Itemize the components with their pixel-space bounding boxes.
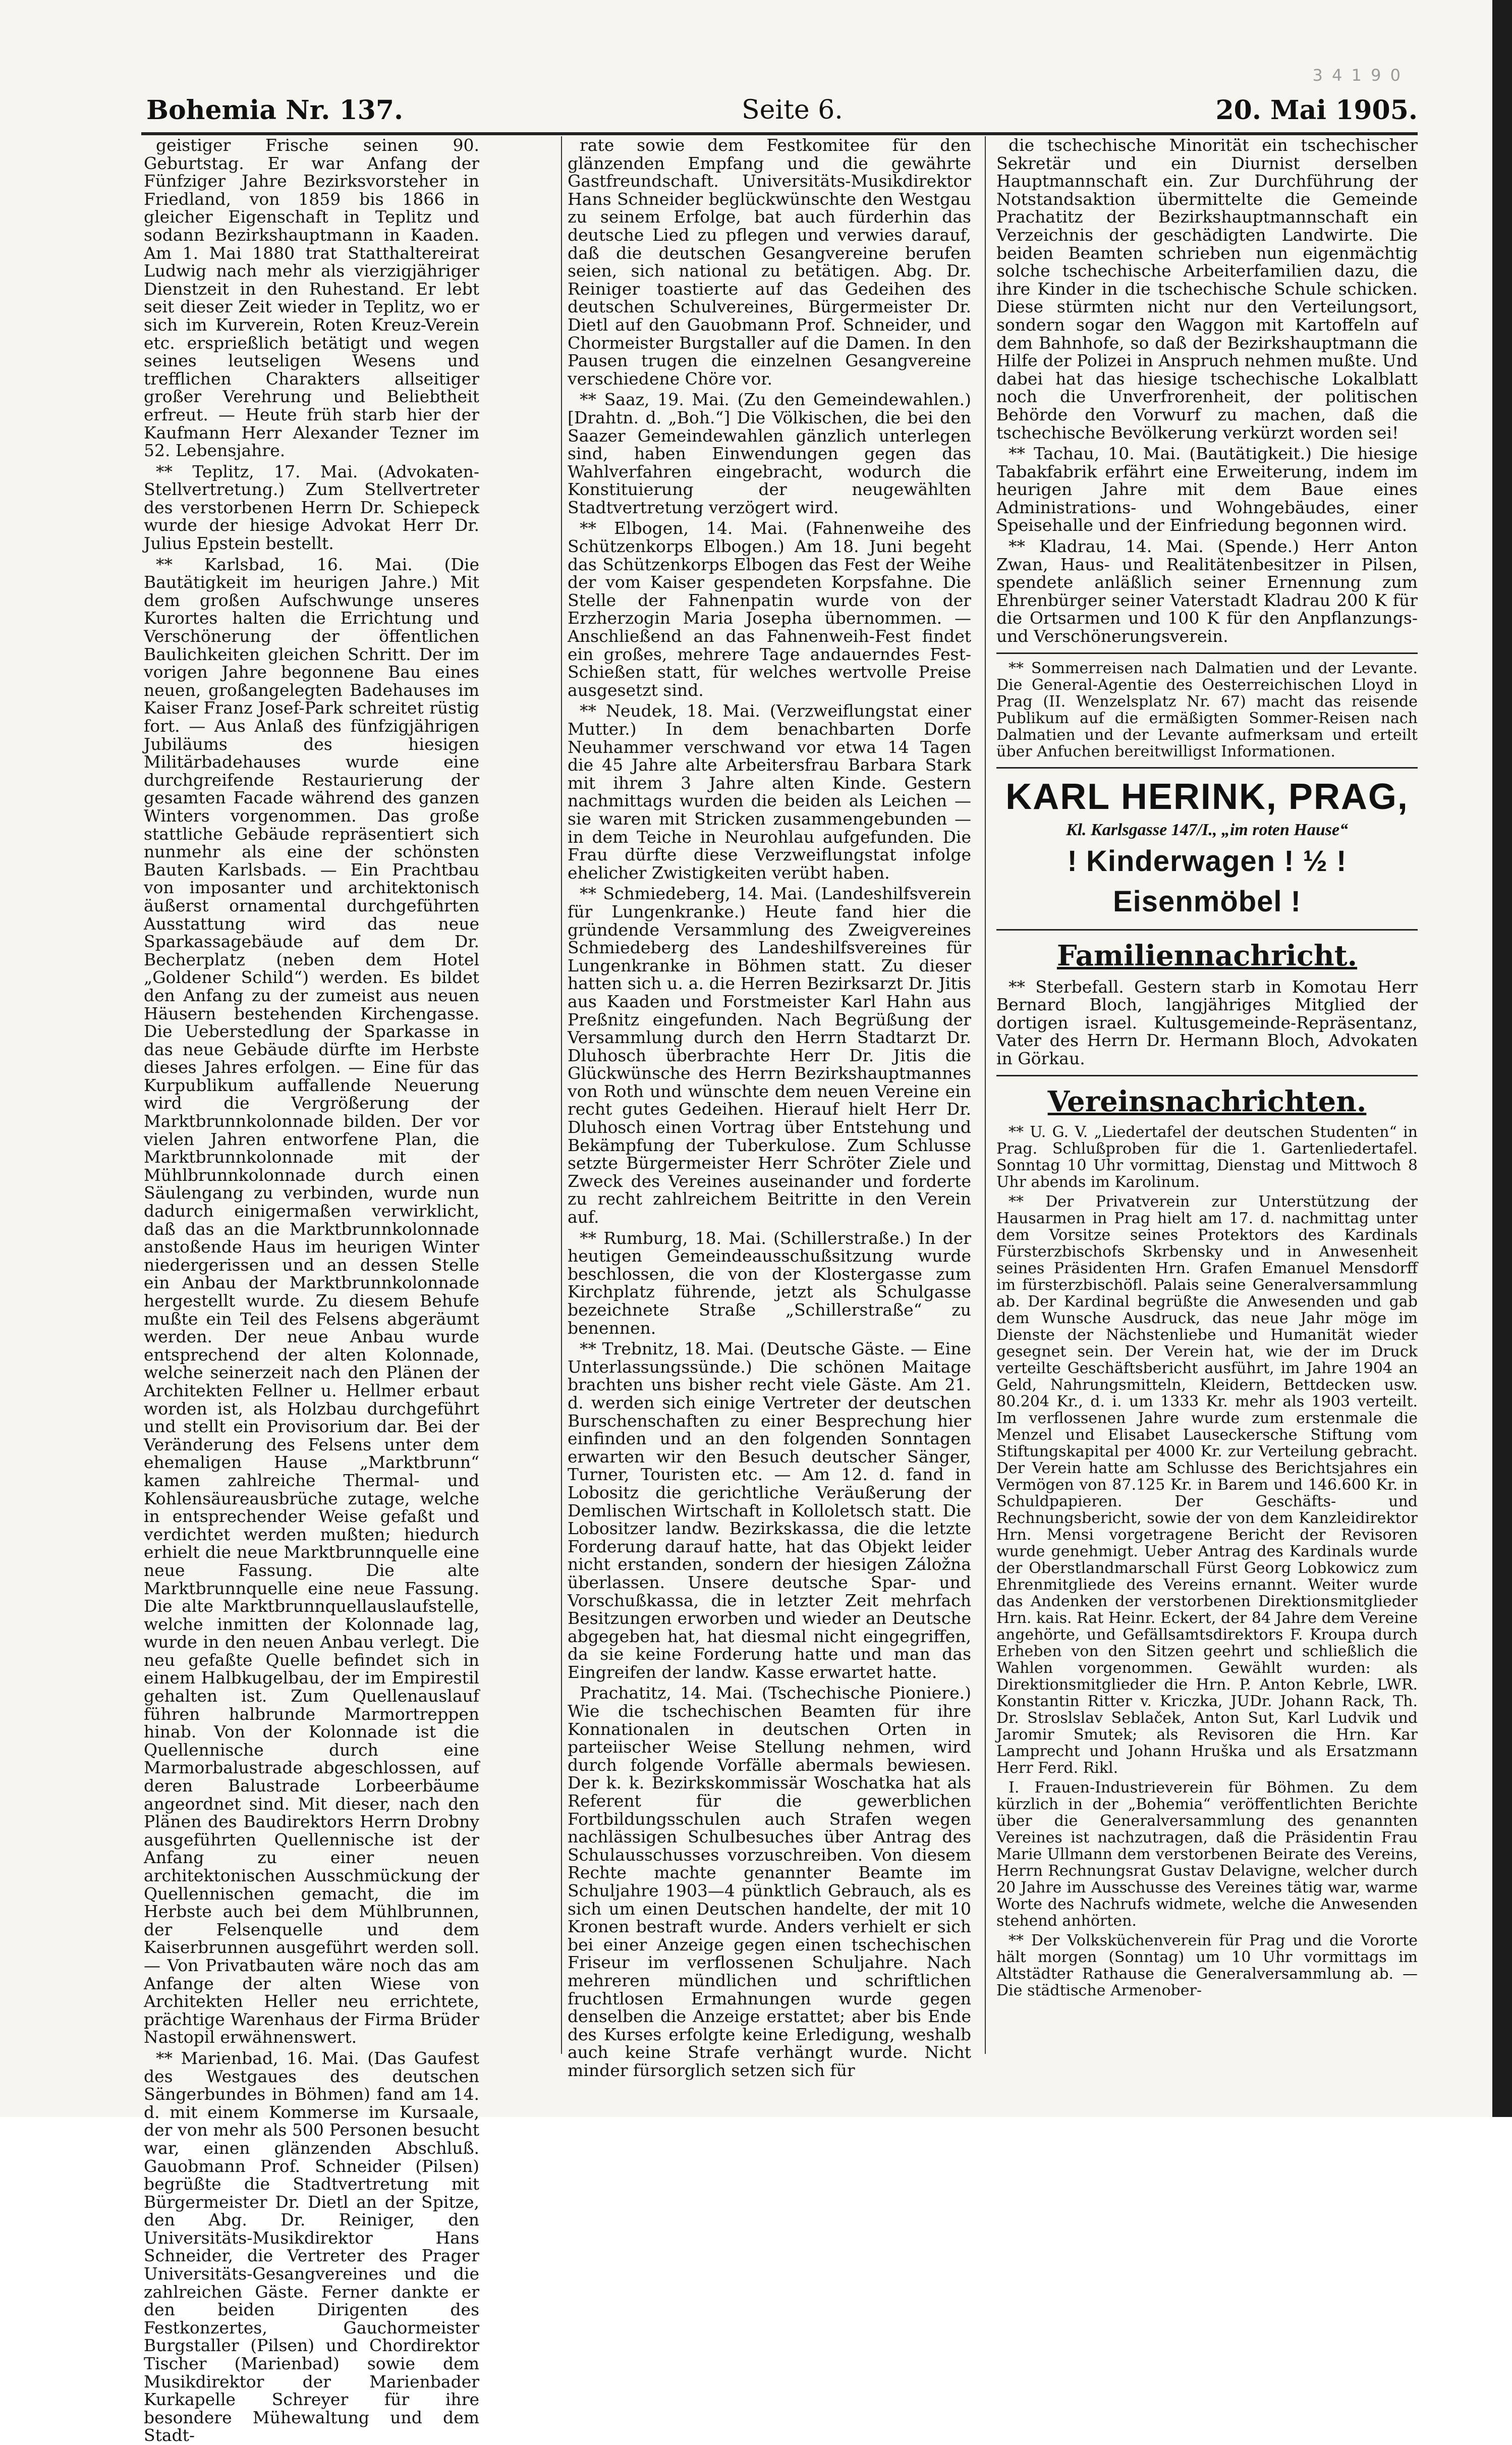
article-paragraph: ** Elbogen, 14. Mai. (Fahnenweihe des Schützenkorps Elbogen.) Am 18. Juni begeht das Schützenkorps Elbogen das Fest der Weihe der vom Kaiser gespendeten Korpsfahne. Die Stelle der Fahnenpatin wurde von der Erzherzogin Maria Josepha übernommen. — Anschließend an das Fahnenweih-Fest findet ein großes, mehrere Tage andauerndes Fest-Schießen statt, für welches wertvolle Preise ausgesetzt sind.: [568, 518, 971, 700]
section-heading-family: Familiennachricht.: [1056, 939, 1358, 972]
issue-date: 20. Mai 1905.: [1215, 95, 1418, 126]
advertised-goods: ! Kinderwagen ! ½ ! Eisenmöbel !: [1067, 844, 1347, 918]
article-paragraph: ** Der Volksküchenverein für Prag und die Vororte hält morgen (Sonntag) um 10 Uhr vormittags im Altstädter Rathause die Generalversammlung ab. — Die städtische Armenober-: [996, 1931, 1418, 1999]
article-paragraph: ** Sterbefall. Gestern starb in Komotau Herr Bernard Bloch, langjähriges Mitglied der dortigen israel. Kultusgemeinde-Repräsentanz, Vater des Herrn Dr. Hermann Bloch, Advokaten in Görkau.: [996, 976, 1418, 1068]
article-paragraph: ** Der Privatverein zur Unterstützung der Hausarmen in Prag hielt am 17. d. nachmittag unter dem Vorsitze seines Protektors des Kardinals Fürsterzbischofs Skrbensky und in Anwesenheit seines Präsidenten Hrn. Grafen Emanuel Mensdorff im fürsterzbischöfl. Palais seine Generalversammlung ab. Der Kardinal begrüßte die Anwesenden und gab dem Wunsche Ausdruck, das neue Jahr möge im Dienste der Nächstenliebe und Humanität wieder gesegnet sein. Der Verein hat, wie der im Druck verteilte Geschäftsbericht ausführt, im Jahre 1904 an Geld, Nahrungsmitteln, Kleidern, Bettdecken usw. 80.204 Kr., d. i. um 1333 Kr. mehr als 1903 verteilt. Im verflossenen Jahre wurde zum erstenmale die Menzel und Elisabet Lauseckersche Stiftung vom Stiftungskapital per 4000 Kr. zur Verteilung gebracht. Der Verein hatte am Schlusse des Berichtsjahres ein Vermögen von 87.125 Kr. in Barem und 146.600 Kr. in Schuldpapieren. Der Geschäfts- und Rechnungsbericht, sowie der von dem Kanzleidirektor Hrn. Mensi vorgetragene Bericht der Revisoren wurde genehmigt. Ueber Antrag des Kardinals wurde der Oberstlandmarschall Fürst Georg Lobkowicz zum Ehrenmitgliede des Vereins ernannt. Weiter wurde das Andenken der verstorbenen Direktionsmitglieder Hrn. kais. Rat Heinr. Eckert, der 84 Jahre dem Vereine angehörte, und Gefällsamtsdirektors F. Kroupa durch Erheben von den Sitzen geehrt und schließlich die Wahlen vorgenommen. Gewählt wurden: als Direktionsmitglieder die Hrn. P. Anton Kebrle, LWR. Konstantin Ritter v. Kriczka, JUDr. Johann Rack, Th. Dr. Stroslslav Seblaček, Anton Sut, Karl Ludvik und Jaromir Smutek; als Revisoren die Hrn. Kar Lamprecht und Johann Hruška und als Ersatzmann Herr Ferd. Rikl.: [996, 1192, 1418, 1777]
article-paragraph: die tschechische Minorität ein tschechischer Sekretär und ein Diurnist derselben Hauptmannschaft ein. Zur Durchführung der Notstandsaktion übermittelte die Gemeinde Prachatitz der Bezirkshauptmannschaft ein Verzeichnis der geschädigten Landwirte. Die beiden Beamten schrieben nun eigenmächtig solche tschechische Arbeiterfamilien dazu, die ihre Kinder in die tschechische Schule schicken. Diese stürmten nicht nur den Verteilungsort, sondern sogar den Waggon mit Kartoffeln auf dem Bahnhofe, so daß der Bezirkshauptmann die Hilfe der Polizei in Anspruch nehmen mußte. Und dabei hat das hiesige tschechische Lokalblatt noch die Unverfrorenheit, der politischen Behörde den Vorwurf zu machen, daß die tschechische Bevölkerung verkürzt worden sei!: [996, 135, 1418, 443]
page-number: Seite 6.: [742, 95, 843, 125]
lloyd-notice: ** Sommerreisen nach Dalmatien und der Levante. Die General-Agentie des Oesterreichischen Lloyd in Prag (II. Wenzelsplatz Nr. 67) macht das reisende Publikum auf die ermäßigten Sommer-Reisen nach Dalmatien und der Levante aufmerksam und erteilt über Anfuchen bereitwilligst Informationen.: [996, 659, 1418, 760]
advertisement: [996, 775, 1418, 922]
archive-stamp: 3 4 1 9 0: [1312, 66, 1403, 85]
masthead-issue: Bohemia Nr. 137.: [146, 95, 404, 126]
article-paragraph: geistiger Frische seinen 90. Geburtstag. Er war Anfang der Fünfziger Jahre Bezirksvorsteher in Friedland, von 1859 bis 1866 in gleicher Eigenschaft in Teplitz und sodann Bezirkshauptmann in Kaaden. Am 1. Mai 1880 trat Statthaltereirat Ludwig nach mehr als vierzigjähriger Dienstzeit in den Ruhestand. Er lebt seit dieser Zeit wieder in Teplitz, wo er sich im Kurverein, Roten Kreuz-Verein etc. ersprießlich betätigt und wegen seines leutseligen Wesens und trefflichen Charakters allseitiger großer Verehrung und Beliebtheit erfreut. — Heute früh starb hier der Kaufmann Herr Alexander Tezner im 52. Lebensjahre.: [144, 135, 479, 461]
column-rule: [561, 136, 562, 2054]
article-paragraph: ** Teplitz, 17. Mai. (Advokaten-Stellvertretung.) Zum Stellvertreter des verstorbenen Herrn Dr. Schiepeck wurde der hiesige Advokat Herr Dr. Julius Epstein bestellt.: [144, 461, 479, 554]
article-paragraph: ** Tachau, 10. Mai. (Bautätigkeit.) Die hiesige Tabakfabrik erfährt eine Erweiterung, indem im heurigen Jahre mit dem Baue eines Administrations- und Wohngebäudes, einer Speisehalle und der Einfriedung begonnen wird.: [996, 444, 1418, 535]
article-paragraph: I. Frauen-Industrieverein für Böhmen. Zu dem kürzlich in der „Bohemia“ veröffentlichten Berichte über die Generalversammlung des genannten Vereines ist nachzutragen, daß die Präsidentin Frau Marie Ullmann dem verstorbenen Beirate des Vereins, Herrn Rechnungsrat Gustav Delavigne, welcher durch 20 Jahre im Ausschusse des Vereines tätig war, warme Worte des Nachrufs widmete, welche die Anwesenden stehend anhörten.: [996, 1778, 1418, 1930]
divider: [996, 1075, 1418, 1076]
article-paragraph: ** Trebnitz, 18. Mai. (Deutsche Gäste. — Eine Unterlassungssünde.) Die schönen Maitage brachten uns bisher recht viele Gäste. Am 21. d. werden sich einige Vertreter der deutschen Burschenschaften zu einer Besprechung hier einfinden und an den folgenden Sonntagen erwarten wir den Besuch deutscher Sänger, Turner, Touristen etc. — Am 12. d. fand in Lobositz die gerichtliche Veräußerung der Demlischen Wirtschaft in Kolloletsch statt. Die Lobositzer landw. Bezirkskassa, die die letzte Forderung darauf hatte, hat das Objekt leider nicht erstanden, sondern der hiesigen Záložna überlassen. Unsere deutsche Spar- und Vorschußkassa, die in letzter Zeit mehrfach Besitzungen erworben und wieder an Deutsche abgegeben hat, hat diesmal nicht eingegriffen, da sie keine Forderung hatte und man das Eingreifen der landw. Kasse erwartet hatte.: [568, 1339, 971, 1682]
column-rule: [985, 136, 986, 2054]
article-paragraph: ** Marienbad, 16. Mai. (Das Gaufest des Westgaues des deutschen Sängerbundes in Böhmen) fand am 14. d. mit einem Kommerse im Kursaale, der von mehr als 500 Personen besucht war, einen glänzenden Abschluß. Gauobmann Prof. Schneider (Pilsen) begrüßte die Stadtvertretung mit Bürgermeister Dr. Dietl an der Spitze, den Abg. Dr. Reiniger, den Universitäts-Musikdirektor Hans Schneider, die Vertreter des Prager Universitäts-Gesangvereines und die zahlreichen Gäste. Ferner dankte er den beiden Dirigenten des Festkonzertes, Gauchormeister Burgstaller (Pilsen) und Chordirektor Tischer (Marienbad) sowie dem Musikdirektor der Marienbader Kurkapelle Schreyer für ihre besondere Mühewaltung und dem Stadt-: [144, 2048, 479, 2445]
divider: [996, 929, 1418, 931]
advertiser-address: Kl. Karlsgasse 147/I., „im roten Hause“: [1066, 820, 1349, 839]
article-paragraph: rate sowie dem Festkomitee für den glänzenden Empfang und die gewährte Gastfreundschaft. Universitäts-Musikdirektor Hans Schneider beglückwünschte den Westgau zu seinem Erfolge, bat auch fürderhin das deutsche Lied zu pflegen und verwies darauf, daß die deutschen Gesangvereine berufen seien, sich national zu betätigen. Abg. Dr. Reiniger toastierte auf das Gedeihen des deutschen Schulvereines, Bürgermeister Dr. Dietl auf den Gauobmann Prof. Schneider, und Chormeister Burgstaller auf die Damen. In den Pausen trugen die einzelnen Gesangvereine verschiedene Chöre vor.: [568, 135, 971, 389]
article-paragraph: ** Schmiedeberg, 14. Mai. (Landeshilfsverein für Lungenkranke.) Heute fand hier die gründende Versammlung des Zweigvereines Schmiedeberg des Landeshilfsvereines für Lungenkranke in Böhmen statt. Zu dieser hatten sich u. a. die Herren Bezirksarzt Dr. Jitis aus Kaaden und Forstmeister Karl Hahn aus Preßnitz eingefunden. Nach Begrüßung der Versammlung durch den Herrn Stadtarzt Dr. Dluhosch überbrachte Herr Dr. Jitis die Glückwünsche des Herrn Bezirkshauptmannes von Roth und wünschte dem neuen Vereine ein recht gutes Gedeihen. Hierauf hielt Herr Dr. Dluhosch einen Vortrag über Entstehung und Bekämpfung der Tuberkulose. Zum Schlusse setzte Bürgermeister Herr Schröter Ziele und Zweck des Vereines auseinander und forderte zu recht zahlreichem Beitritte in den Verein auf.: [568, 884, 971, 1227]
scan-edge: [1492, 0, 1512, 2117]
column-1: [144, 135, 479, 2445]
article-paragraph: ** U. G. V. „Liedertafel der deutschen Studenten“ in Prag. Schlußproben für die 1. Gartenliedertafel. Sonntag 10 Uhr vormittag, Dienstag und Mittwoch 8 Uhr abends im Karolinum.: [996, 1123, 1418, 1191]
divider: [996, 767, 1418, 769]
article-paragraph: ** Karlsbad, 16. Mai. (Die Bautätigkeit im heurigen Jahre.) Mit dem großen Aufschwunge unseres Kurortes halten die Errichtung und Verschönerung der öffentlichen Baulichkeiten gleichen Schritt. Der im vorigen Jahre begonnene Bau eines neuen, großangelegten Badehauses im Kaiser Franz Josef-Park schreitet rüstig fort. — Aus Anlaß des fünfzigjährigen Jubiläums des hiesigen Militärbadehauses wurde eine durchgreifende Restaurierung der gesamten Facade während des ganzen Winters vorgenommen. Das große stattliche Gebäude repräsentiert sich nunmehr als eine der schönsten Bauten Karlsbads. — Ein Prachtbau von imposanter und architektonisch äußerst ornamental durchgeführten Ausstattung wird das neue Sparkassagebäude auf dem Dr. Becherplatz (neben dem Hotel „Goldener Schild“) werden. Es bildet den Anfang zu der zumeist aus neuen Häusern bestehenden Kirchengasse. Die Ueberstedlung der Sparkasse in das neue Gebäude dürfte im Herbste dieses Jahres erfolgen. — Eine für das Kurpublikum auffallende Neuerung wird die Vergrößerung der Marktbrunnkolonnade bilden. Der vor vielen Jahren entworfene Plan, die Marktbrunnkolonnade mit der Mühlbrunnkolonnade durch einen Säulengang zu verbinden, wurde nun dadurch einigermaßen verwirklicht, daß das an die Marktbrunnkolonnade anstoßende Haus im heurigen Winter niedergerissen und an dessen Stelle ein Anbau der Marktbrunnkolonnade hergestellt wurde. Zu diesem Behufe mußte ein Teil des Felsens abgeräumt werden. Der neue Anbau wurde entsprechend der alten Kolonnade, welche seinerzeit nach den Plänen der Architekten Fellner u. Hellmer erbaut worden ist, als Holzbau durchgeführt und stellt ein Provisorium dar. Bei der Veränderung des Felsens unter dem ehemaligen Hause „Marktbrunn“ kamen zahlreiche Thermal- und Kohlensäureausbrüche zutage, welche in entsprechender Weise gefaßt und verdichtet werden mußten; hiedurch erhielt die neue Marktbrunnquelle eine neue Fassung. Die alte Marktbrunnquelle eine neue Fassung. Die alte Marktbrunnquellauslaufstelle, welche inmitten der Kolonnade lag, wurde in den neuen Anbau verlegt. Die neu gefaßte Quelle befindet sich in einem Halbkugelbau, der im Empirestil gehalten ist. Zum Quellenauslauf führen halbrunde Marmortreppen hinab. Von der Kolonnade ist die Quellennische durch eine Marmorbalustrade abgeschlossen, auf deren Balustrade Lorbeerbäume angeordnet sind. Mit dieser, nach den Plänen des Baudirektors Herrn Drobny ausgeführten Quellennische ist der Anfang zu einer neuen architektonischen Ausschmückung der Quellennischen gemacht, die im Herbste auch bei dem Mühlbrunnen, der Felsenquelle und dem Kaiserbrunnen ausgeführt werden soll. — Von Privatbauten wäre noch das am Anfange der alten Wiese von Architekten Heller neu errichtete, prächtige Warenhaus der Firma Brüder Nastopil erwähnenswert.: [144, 554, 479, 2047]
article-paragraph: ** Rumburg, 18. Mai. (Schillerstraße.) In der heutigen Gemeindeausschußsitzung wurde beschlossen, die von der Klostergasse zum Kirchplatz führende, jetzt als Schulgasse bezeichnete Straße „Schillerstraße“ zu benennen.: [568, 1228, 971, 1338]
article-paragraph: Prachatitz, 14. Mai. (Tschechische Pioniere.) Wie die tschechischen Beamten für ihre Konnationalen in deutschen Orten in parteiischer Weise Stellung nehmen, wird durch folgende Vorfälle abermals bewiesen. Der k. k. Bezirkskommissär Woschatka hat als Referent für die gewerblichen Fortbildungsschulen auch Strafen wegen nachlässigen Schulbesuches über Antrag des Schulausschusses vorzuschreiben. Von diesem Rechte machte genannter Beamte im Schuljahre 1903—4 pünktlich Gebrauch, als es sich um einen Deutschen handelte, der mit 10 Kronen bestraft wurde. Anders verhielt er sich bei einer Anzeige gegen einen tschechischen Friseur im verflossenen Schuljahre. Nach mehreren mündlichen und schriftlichen fruchtlosen Ermahnungen wurde gegen denselben die Anzeige erstattet; aber bis Ende des Kurses erfolgte keine Erledigung, weshalb auch keine Strafe verhängt wurde. Nicht minder fürsorglich setzen sich für: [568, 1683, 971, 2080]
article-paragraph: ** Neudek, 18. Mai. (Verzweiflungstat einer Mutter.) In dem benachbarten Dorfe Neuhammer verschwand vor etwa 14 Tagen die 45 Jahre alte Arbeitersfrau Barbara Stark mit ihrem 3 Jahre alten Kinde. Gestern nachmittags wurden die beiden als Leichen — sie waren mit Stricken zusammengebunden — in dem Teiche in Neurohlau aufgefunden. Die Frau dürfte diese Verzweiflungstat infolge ehelicher Zwistigkeiten verübt haben.: [568, 701, 971, 883]
column-2: [568, 135, 971, 2080]
section-heading-associations: Vereinsnachrichten.: [1047, 1084, 1367, 1118]
page-header: [141, 87, 1418, 135]
article-paragraph: ** Saaz, 19. Mai. (Zu den Gemeindewahlen.) [Drahtn. d. „Boh.“] Die Völkischen, die bei den Saazer Gemeindewahlen gänzlich unterlegen sind, haben Einwendungen gegen das Wahlverfahren eingebracht, wodurch die Konstituierung der neugewählten Stadtvertretung verzögert wird.: [568, 390, 971, 517]
divider: [996, 653, 1418, 654]
column-3: [996, 136, 1418, 2054]
advertiser-name: KARL HERINK, PRAG,: [1005, 776, 1409, 817]
article-paragraph: ** Kladrau, 14. Mai. (Spende.) Herr Anton Zwan, Haus- und Realitätenbesitzer in Pilsen, spendete anläßlich seiner Ernennung zum Ehrenbürger seiner Vaterstadt Kladrau 200 K für die Ortsarmen und 100 K für den Anpflanzungs- und Verschönerungsverein.: [996, 536, 1418, 646]
